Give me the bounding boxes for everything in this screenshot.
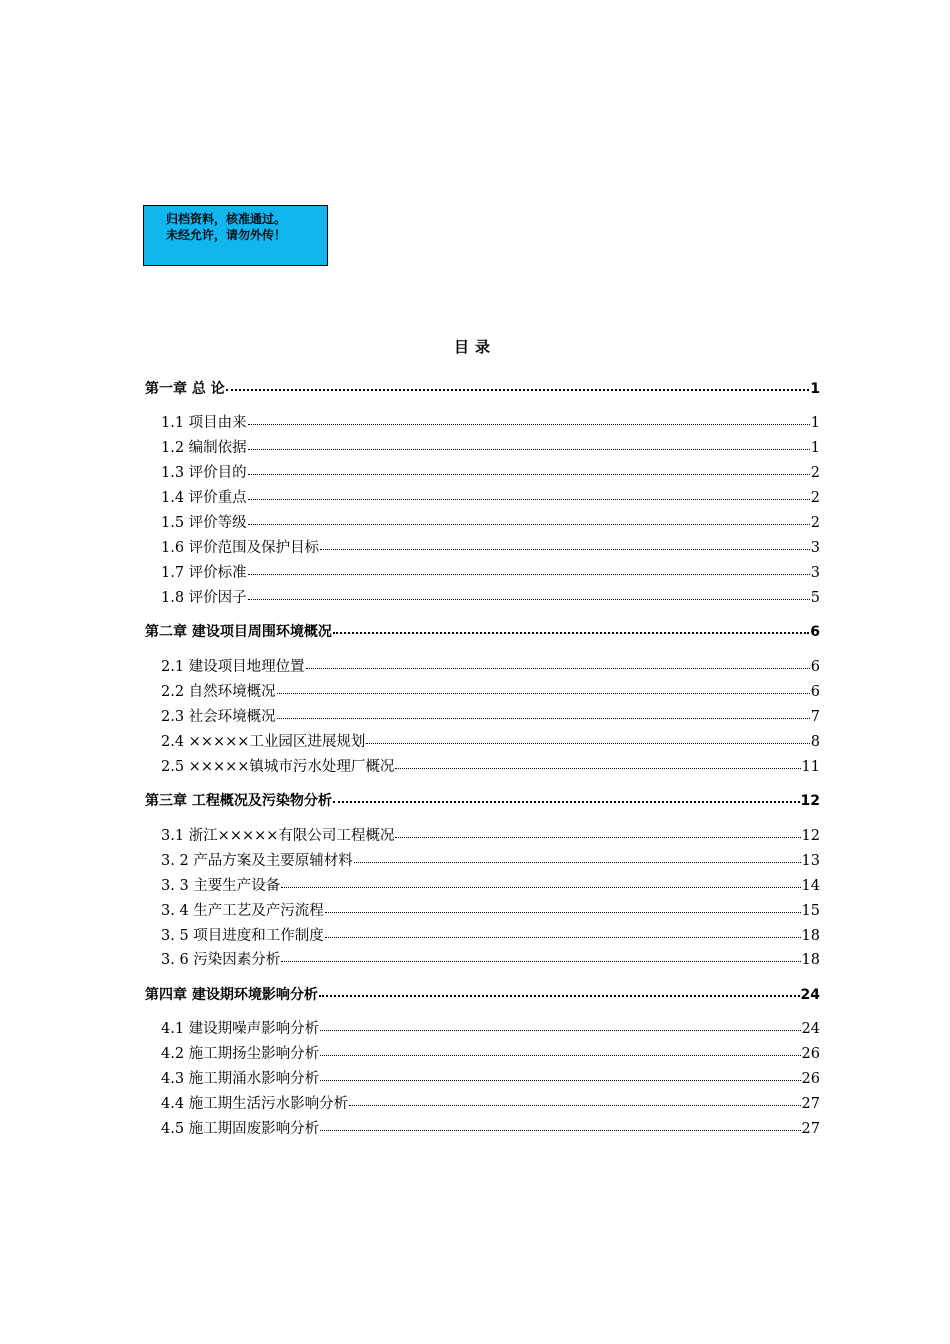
toc-entry-page: 13	[801, 853, 820, 869]
toc-dot-leader	[333, 801, 800, 803]
toc-entry-page: 6	[810, 624, 820, 640]
toc-entry-label: 1.3 评价目的	[161, 465, 247, 481]
toc-entry-page: 7	[810, 709, 820, 725]
toc-dot-leader	[277, 693, 810, 694]
toc-section-entry[interactable]	[145, 925, 820, 947]
toc-entry-page: 6	[810, 684, 820, 700]
toc-entry-label: 2.2 自然环境概况	[161, 684, 276, 700]
toc-entry-label: 3.1 浙江×××××有限公司工程概况	[161, 828, 395, 844]
toc-dot-leader	[325, 912, 801, 913]
toc-dot-leader	[349, 1105, 800, 1106]
toc-title: 目录	[453, 338, 496, 356]
toc-entry-page: 2	[810, 490, 820, 506]
toc-dot-leader	[320, 1030, 800, 1031]
toc-entry-page: 26	[801, 1046, 820, 1062]
toc-dot-leader	[320, 1080, 800, 1081]
toc-section-entry[interactable]	[145, 949, 820, 971]
toc-dot-leader	[395, 768, 800, 769]
toc-entry-label: 4.3 施工期涌水影响分析	[161, 1071, 320, 1087]
toc-dot-leader	[366, 743, 809, 744]
toc-entry-page: 24	[801, 1021, 820, 1037]
toc-entry-label: 第三章 工程概况及污染物分析	[145, 793, 332, 809]
toc-entry-label: 第二章 建设项目周围环境概况	[145, 624, 332, 640]
toc-entry-label: 3. 6 污染因素分析	[161, 952, 281, 968]
toc-dot-leader	[248, 574, 810, 575]
stamp-line-2: 未经允许，请勿外传！	[166, 228, 287, 242]
toc-entry-page: 24	[800, 987, 820, 1003]
toc-entry-label: 1.5 评价等级	[161, 515, 247, 531]
toc-entry-page: 11	[801, 759, 820, 775]
toc-section-entry[interactable]	[145, 462, 820, 484]
toc-entry-label: 4.2 施工期扬尘影响分析	[161, 1046, 320, 1062]
toc-entry-label: 第一章 总 论	[145, 381, 225, 397]
toc-entry-page: 18	[801, 928, 820, 944]
toc-dot-leader	[320, 1055, 800, 1056]
toc-entry-label: 4.5 施工期固废影响分析	[161, 1121, 320, 1137]
toc-entry-page: 1	[810, 415, 820, 431]
toc-entry-page: 15	[801, 903, 820, 919]
toc-section-entry[interactable]	[145, 1093, 820, 1115]
toc-section-entry[interactable]	[145, 850, 820, 872]
toc-dot-leader	[325, 937, 801, 938]
toc-entry-label: 2.3 社会环境概况	[161, 709, 276, 725]
toc-dot-leader	[320, 549, 810, 550]
toc-section-entry[interactable]	[145, 437, 820, 459]
toc-entry-label: 2.5 ×××××镇城市污水处理厂概况	[161, 759, 395, 775]
toc-entry-label: 4.4 施工期生活污水影响分析	[161, 1096, 349, 1112]
toc-entry-page: 26	[801, 1071, 820, 1087]
toc-entry-page: 2	[810, 465, 820, 481]
toc-dot-leader	[395, 837, 800, 838]
toc-section-entry[interactable]	[145, 562, 820, 584]
toc-entry-label: 1.1 项目由来	[161, 415, 247, 431]
toc-entry-label: 4.1 建设期噪声影响分析	[161, 1021, 320, 1037]
toc-entry-label: 2.1 建设项目地理位置	[161, 659, 305, 675]
toc-section-entry[interactable]	[145, 706, 820, 728]
toc-dot-leader	[354, 862, 801, 863]
toc-entry-page: 2	[810, 515, 820, 531]
toc-entry-page: 27	[801, 1121, 820, 1137]
toc-entry-label: 1.7 评价标准	[161, 565, 247, 581]
toc-entry-label: 3. 5 项目进度和工作制度	[161, 928, 324, 944]
toc-section-entry[interactable]	[145, 731, 820, 753]
stamp-line-1: 归档资料，核准通过。	[166, 212, 287, 226]
toc-entry-label: 1.8 评价因子	[161, 590, 247, 606]
toc-section-entry[interactable]	[145, 875, 820, 897]
toc-section-entry[interactable]	[145, 1068, 820, 1090]
toc-dot-leader	[320, 1130, 800, 1131]
toc-entry-label: 3. 3 主要生产设备	[161, 878, 281, 894]
toc-section-entry[interactable]	[145, 681, 820, 703]
toc-section-entry[interactable]	[145, 1118, 820, 1140]
toc-section-entry[interactable]	[145, 587, 820, 609]
toc-section-entry[interactable]	[145, 537, 820, 559]
toc-dot-leader	[226, 389, 810, 391]
toc-entry-label: 2.4 ×××××工业园区进展规划	[161, 734, 366, 750]
toc-entry-page: 14	[801, 878, 820, 894]
toc-section-entry[interactable]	[145, 487, 820, 509]
toc-section-entry[interactable]	[145, 756, 820, 778]
archive-stamp	[143, 205, 328, 266]
toc-entry-page: 12	[801, 828, 820, 844]
toc-entry-page: 1	[810, 381, 820, 397]
toc-entry-label: 3. 2 产品方案及主要原辅材料	[161, 853, 353, 869]
toc-section-entry[interactable]	[145, 1018, 820, 1040]
toc-entry-page: 12	[800, 793, 820, 809]
toc-dot-leader	[248, 499, 810, 500]
toc-dot-leader	[248, 524, 810, 525]
toc-section-entry[interactable]	[145, 412, 820, 434]
toc-dot-leader	[248, 599, 810, 600]
toc-dot-leader	[333, 632, 809, 634]
toc-entry-page: 3	[810, 565, 820, 581]
toc-chapter-entry[interactable]	[145, 621, 820, 643]
toc-dot-leader	[248, 449, 810, 450]
toc-entry-page: 3	[810, 540, 820, 556]
toc-entry-page: 18	[801, 952, 820, 968]
toc-section-entry[interactable]	[145, 512, 820, 534]
toc-entry-page: 8	[810, 734, 820, 750]
toc-entry-page: 1	[810, 440, 820, 456]
toc-section-entry[interactable]	[145, 825, 820, 847]
toc-dot-leader	[306, 668, 810, 669]
toc-entry-page: 5	[810, 590, 820, 606]
toc-entry-label: 第四章 建设期环境影响分析	[145, 987, 318, 1003]
toc-entry-label: 1.6 评价范围及保护目标	[161, 540, 320, 556]
toc-dot-leader	[248, 424, 810, 425]
toc-dot-leader	[277, 718, 810, 719]
toc-entry-label: 1.4 评价重点	[161, 490, 247, 506]
toc-dot-leader	[281, 887, 800, 888]
toc-dot-leader	[281, 961, 800, 962]
toc-section-entry[interactable]	[145, 900, 820, 922]
toc-entry-page: 27	[801, 1096, 820, 1112]
toc-dot-leader	[248, 474, 810, 475]
toc-section-entry[interactable]	[145, 1043, 820, 1065]
toc-chapter-entry[interactable]	[145, 984, 820, 1006]
toc-chapter-entry[interactable]	[145, 790, 820, 812]
toc-entry-label: 1.2 编制依据	[161, 440, 247, 456]
toc-entry-label: 3. 4 生产工艺及产污流程	[161, 903, 324, 919]
toc-entry-page: 6	[810, 659, 820, 675]
toc-chapter-entry[interactable]	[145, 378, 820, 400]
toc-dot-leader	[319, 995, 800, 997]
toc-section-entry[interactable]	[145, 656, 820, 678]
